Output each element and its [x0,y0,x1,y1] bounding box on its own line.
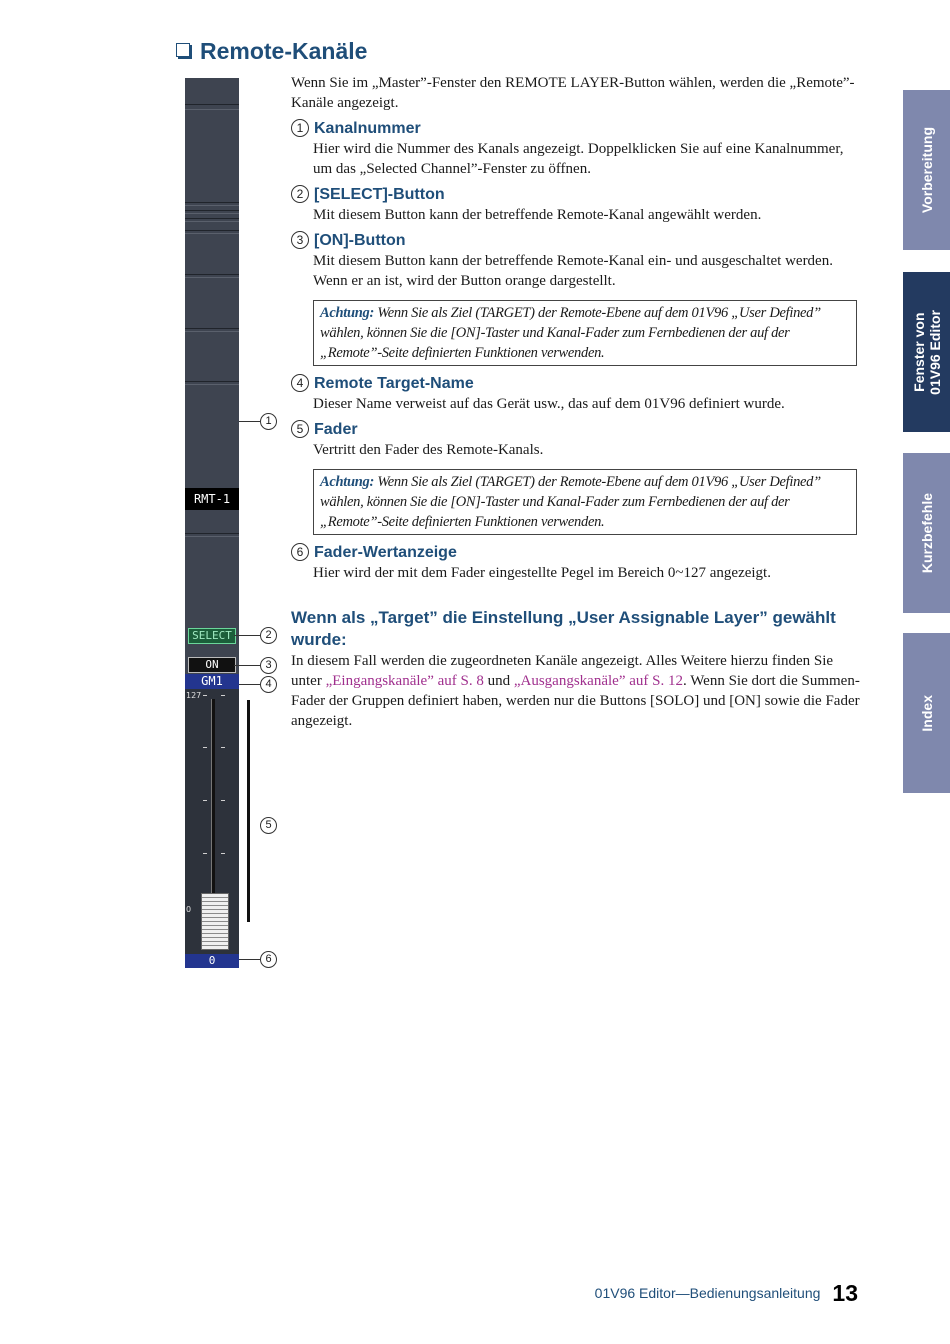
note-box [313,469,857,535]
strip-segment [185,274,239,278]
fader-range-bar [247,700,250,922]
note-box [313,300,857,366]
footer-doc-title: 01V96 Editor—Bedienungsanleitung [594,1285,821,1301]
scale-tick [221,800,225,801]
tab-label: Vorbereitung [918,126,935,214]
page-footer [595,1280,858,1307]
item-title [291,543,861,563]
item-number: 6 [291,543,309,561]
callout-line [234,665,260,666]
item-title-text: Remote Target-Name [314,375,474,392]
fader-knob[interactable] [201,893,229,950]
subsection-text: In diesem Fall werden die zugeordneten Kanäle angezeigt. Alles Weitere hierzu finden Sie unter [291,653,834,689]
item-number: 1 [291,119,309,137]
item-title-text: [ON]-Button [314,232,406,249]
fader-value-display: 0 [185,954,239,968]
content-column [291,73,861,731]
scale-tick [203,695,207,696]
tab-index[interactable] [903,633,950,793]
tab-label: Fenster von 01V96 Editor [910,309,943,395]
fader-area [185,689,239,954]
on-button[interactable]: ON [188,657,236,673]
intro-paragraph: Wenn Sie im „Master”-Fenster den REMOTE LAYER-Button wählen, werden die „Remote”-Kanäle angezeigt. [291,75,855,111]
scale-tick [203,747,207,748]
item-select-button [291,185,861,225]
scale-tick [203,853,207,854]
item-number: 5 [291,420,309,438]
item-kanalnummer [291,119,861,179]
note-label: Achtung: [320,474,375,490]
note-text: Wenn Sie als Ziel (TARGET) der Remote-Ebene auf dem 01V96 „User Defined” wählen, können Sie die [ON]-Taster und Kanal-Fader zum Fernbedienen der auf der „Remote”-Seite definierten Funktionen verwenden. [320,305,821,361]
tab-label: Index [918,694,935,732]
subsection-text: und [483,673,514,689]
strip-segment [185,328,239,332]
scale-label-top: 127 [186,691,202,700]
scale-label-bottom: 0 [186,905,192,914]
callout-3: 3 [260,657,277,674]
strip-segment [185,210,239,214]
tab-label: Kurzbefehle [918,492,935,574]
scale-tick [203,800,207,801]
item-title [291,119,861,139]
section-title [176,38,367,65]
item-body: Mit diesem Button kann der betreffende Remote-Kanal angewählt werden. [313,207,762,223]
item-title [291,185,861,205]
callout-5: 5 [260,817,277,834]
strip-segment [185,533,239,537]
strip-segment [185,202,239,206]
item-number: 4 [291,374,309,392]
item-title-text: Fader [314,421,358,438]
tab-fenster-editor[interactable] [903,272,950,432]
remote-target-name: GM1 [185,674,239,689]
item-title-text: [SELECT]-Button [314,186,445,203]
item-body: Mit diesem Button kann der betreffende Remote-Kanal ein- und ausgeschaltet werden. Wenn er an ist, wird der Button orange dargestellt. [313,253,833,289]
strip-segment [185,230,239,234]
link-eingangskanaele[interactable]: „Eingangskanäle” auf S. 8 [325,673,484,689]
callout-2: 2 [260,627,277,644]
section-title-text: Remote-Kanäle [200,38,368,64]
callout-6: 6 [260,951,277,968]
tab-kurzbefehle[interactable] [903,453,950,613]
scale-tick [221,853,225,854]
scale-tick [221,747,225,748]
item-title [291,231,861,251]
callout-4: 4 [260,676,277,693]
item-number: 2 [291,185,309,203]
item-title [291,420,861,440]
item-body: Dieser Name verweist auf das Gerät usw., das auf dem 01V96 definiert wurde. [313,396,785,412]
item-body: Hier wird die Nummer des Kanals angezeigt. Doppelklicken Sie auf eine Kanalnummer, um das „Selected Channel”-Fenster zu öffnen. [313,141,844,177]
channel-strip-illustration [185,78,239,968]
subsection-text: . Wenn Sie dort die Summen-Fader der Gruppen definiert haben, werden nur die Buttons [SOLO] und [ON] sowie die Fader angezeigt. [291,673,860,729]
note-label: Achtung: [320,305,375,321]
item-number: 3 [291,231,309,249]
strip-segment [185,381,239,385]
page-number: 13 [832,1280,858,1306]
link-ausgangskanaele[interactable]: „Ausgangskanäle” auf S. 12 [513,673,683,689]
item-title [291,374,861,394]
item-remote-target-name [291,374,861,414]
item-fader-wertanzeige [291,543,861,583]
callout-line [239,421,260,422]
callout-1: 1 [260,413,277,430]
item-body: Vertritt den Fader des Remote-Kanals. [313,442,544,458]
item-title-text: Fader-Wertanzeige [314,544,457,561]
callout-line [239,959,260,960]
callout-line [239,684,260,685]
tab-vorbereitung[interactable] [903,90,950,250]
select-button[interactable]: SELECT [188,628,236,644]
item-body: Hier wird der mit dem Fader eingestellte Pegel im Bereich 0~127 angezeigt. [313,565,771,581]
strip-segment [185,104,239,110]
channel-number-display[interactable]: RMT-1 [185,488,239,510]
item-on-button [291,231,861,291]
callout-line [234,635,260,636]
scale-tick [221,695,225,696]
subsection-paragraph [291,651,861,731]
strip-segment [185,218,239,222]
subsection-heading: Wenn als „Target” die Einstellung „User Assignable Layer” gewählt wurde: [291,608,836,649]
checkbox-bullet-icon [176,43,190,57]
item-title-text: Kanalnummer [314,120,421,137]
note-text: Wenn Sie als Ziel (TARGET) der Remote-Ebene auf dem 01V96 „User Defined” wählen, können Sie die [ON]-Taster und Kanal-Fader zum Fernbedienen der auf der „Remote”-Seite definierten Funktionen verwenden. [320,474,821,530]
item-fader [291,420,861,460]
